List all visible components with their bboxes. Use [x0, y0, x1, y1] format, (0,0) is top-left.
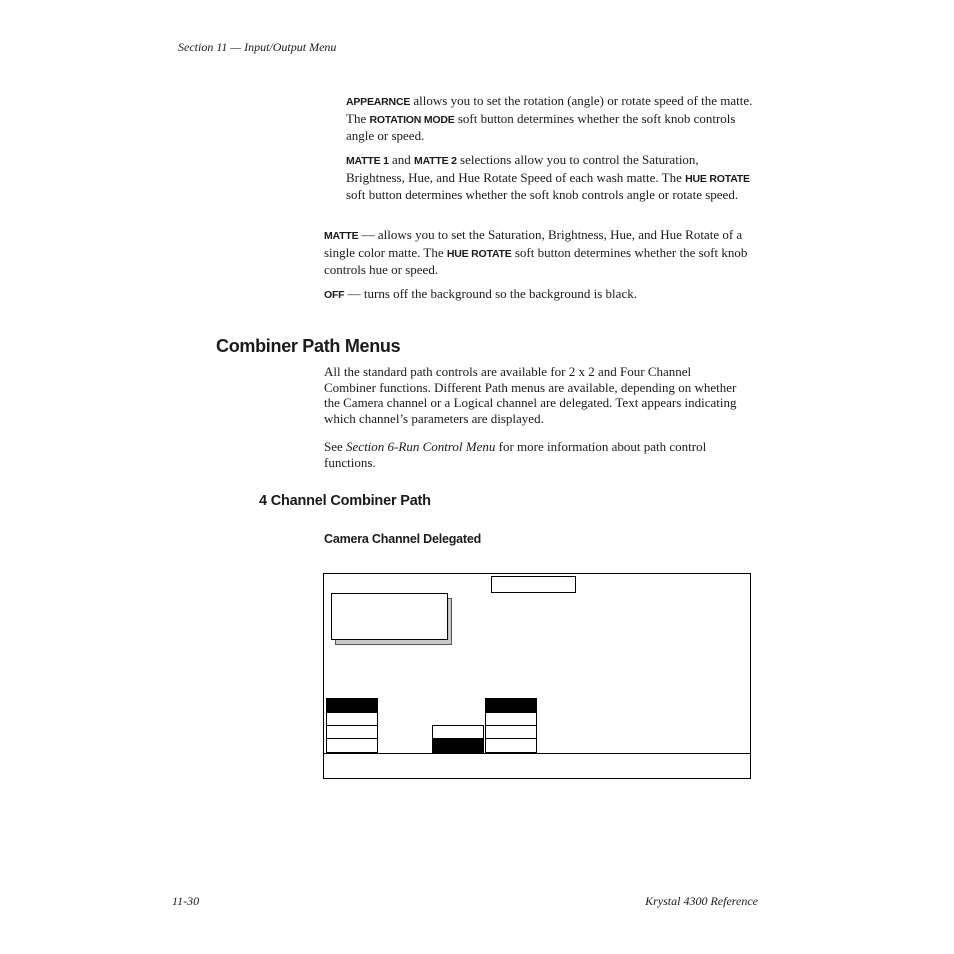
paragraph-appearnce: APPEARNCE allows you to set the rotation (angle) or rotate speed of the matte. The ROTATION MODE soft button determines whether the soft knob controls angle or speed.: [346, 93, 753, 144]
subheading: 4 Channel Combiner Path: [259, 493, 431, 509]
page-number: 11-30: [172, 894, 200, 908]
menu-screen-diagram: [323, 573, 751, 779]
paragraph-matte: MATTE — allows you to set the Saturation, Brightness, Hue, and Hue Rotate of a single color matte. The HUE ROTATE soft button determines whether the soft knob controls hue or speed.: [324, 227, 748, 278]
soft-button: [432, 738, 484, 753]
info-panel: [331, 593, 448, 640]
keyword: OFF: [324, 289, 345, 301]
see-reference: See Section 6-Run Control Menu for more information about path control functions.: [324, 439, 707, 470]
keyword: MATTE 1: [346, 155, 389, 167]
soft-button: [326, 738, 378, 753]
menu-title-box: [491, 576, 576, 593]
status-bar-divider: [324, 753, 750, 754]
keyword: ROTATION MODE: [369, 113, 455, 126]
cross-reference: Section 6-Run Control Menu: [346, 439, 496, 454]
book-title: Krystal 4300 Reference: [645, 894, 758, 908]
soft-button: [485, 698, 537, 713]
keyword: APPEARNCE: [346, 96, 411, 108]
subsubheading: Camera Channel Delegated: [324, 532, 482, 546]
keyword: HUE ROTATE: [446, 247, 512, 260]
soft-button: [326, 698, 378, 713]
running-header: Section 11 — Input/Output Menu: [178, 40, 337, 54]
paragraph-matte-1-2: MATTE 1 and MATTE 2 selections allow you to control the Saturation, Brightness, Hue, and Hue Rotate Speed of each wash matte. The HUE ROTATE soft button determines whether the soft knob controls angle or rotate speed.: [346, 152, 750, 203]
keyword: MATTE: [324, 230, 359, 242]
keyword: HUE ROTATE: [685, 172, 750, 185]
section-heading: Combiner Path Menus: [216, 336, 401, 356]
combiner-intro: All the standard path controls are available for 2 x 2 and Four Channel Combiner functions. Different Path menus are available, depending on whether the Camera channel or a Logical channel are delegated. Text appears indicating which channel’s parameters are displayed.: [324, 364, 737, 426]
keyword: MATTE 2: [414, 155, 457, 167]
paragraph-off: OFF — turns off the background so the background is black.: [324, 286, 637, 301]
soft-button: [485, 738, 537, 753]
